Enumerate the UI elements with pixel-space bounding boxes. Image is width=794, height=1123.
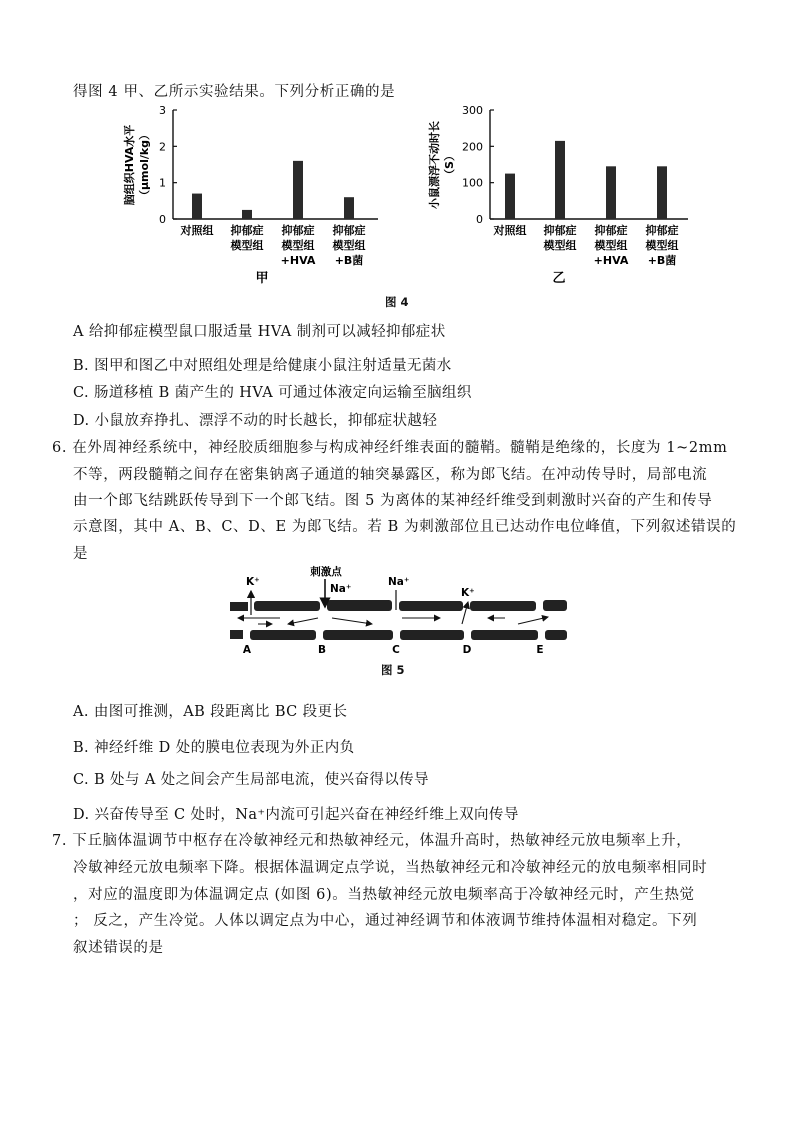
k-label-d: K⁺ xyxy=(461,587,475,599)
chart-jia-category-label: 抑郁症 xyxy=(281,224,315,237)
chart-yi-tick-label: 0 xyxy=(476,213,483,226)
q5-option-d: D. 小鼠放弃挣扎、漂浮不动的时长越长，抑郁症状越轻 xyxy=(73,413,438,429)
myelin-bottom-6 xyxy=(545,630,567,640)
chart-yi-category-label: 抑郁症 xyxy=(645,224,679,237)
figure-4 xyxy=(0,100,794,300)
chart-jia-bar xyxy=(293,161,303,219)
chart-yi-category-label: 抑郁症 xyxy=(594,224,628,237)
chart-jia-category-label: 模型组 xyxy=(281,239,315,252)
q6-option-a: A. 由图可推测，AB 段距离比 BC 段更长 xyxy=(73,704,348,720)
q6-stem-line-5: 是 xyxy=(73,546,89,562)
myelin-top-4 xyxy=(399,601,463,611)
chart-jia-subtitle: 甲 xyxy=(255,271,269,286)
chart-yi-category-label: +B菌 xyxy=(647,254,677,267)
figure-4-caption: 图 4 xyxy=(385,295,409,309)
chart-jia-bar xyxy=(242,210,252,219)
chart-yi-category-label: 对照组 xyxy=(493,224,527,237)
node-label-d: D xyxy=(462,644,472,656)
node-label-c: C xyxy=(392,644,400,656)
chart-jia-ylabel-line1: 脑组织HVA水平 xyxy=(123,124,136,206)
q6-option-b: B. 神经纤维 D 处的膜电位表现为外正内负 xyxy=(73,740,355,756)
k-label-a: K⁺ xyxy=(246,576,260,588)
chart-yi-bar xyxy=(505,174,515,219)
myelin-top-2 xyxy=(254,601,320,611)
q5-option-c: C. 肠道移植 B 菌产生的 HVA 可通过体液定向运输至脑组织 xyxy=(73,385,472,401)
q5-option-b: B. 图甲和图乙中对照组处理是给健康小鼠注射适量无菌水 xyxy=(73,358,452,374)
chart-yi-tick-label: 200 xyxy=(462,140,483,154)
myelin-bottom-3 xyxy=(323,630,393,640)
figure-5-diagram xyxy=(0,560,794,660)
q6-stem-line-1: 6. 在外周神经系统中，神经胶质细胞参与构成神经纤维表面的髓鞘。髓鞘是绝缘的，长度为 1~2mm xyxy=(52,440,728,456)
chart-yi-bar xyxy=(606,166,616,219)
chart-jia-category-label: 抑郁症 xyxy=(332,224,366,237)
chart-yi-category-label: +HVA xyxy=(593,254,629,267)
chart-jia-ylabel-line2: （μmol/kg） xyxy=(138,128,151,202)
chart-yi-subtitle: 乙 xyxy=(552,271,566,286)
q7-stem-line-2: 冷敏神经元放电频率下降。根据体温调定点学说，当热敏神经元和冷敏神经元的放电频率相同时 xyxy=(73,860,708,876)
q7-stem-line-3: ，对应的温度即为体温调定点 (如图 6)。当热敏神经元放电频率高于冷敏神经元时，产生热觉 xyxy=(73,887,695,903)
na-label-c: Na⁺ xyxy=(388,576,410,588)
chart-jia-bar xyxy=(192,194,202,219)
current-arrow-7 xyxy=(518,617,548,624)
chart-jia-category-label: 模型组 xyxy=(230,239,264,252)
chart-yi-bar xyxy=(555,141,565,219)
na-label-b: Na⁺ xyxy=(330,583,352,595)
chart-yi-category-label: 模型组 xyxy=(543,239,577,252)
chart-jia-category-label: 模型组 xyxy=(332,239,366,252)
myelin-top-5 xyxy=(470,601,536,611)
myelin-top-3 xyxy=(327,600,392,611)
current-arrow-3 xyxy=(288,618,318,624)
chart-jia-tick-label: 2 xyxy=(159,140,166,154)
figure-5-caption: 图 5 xyxy=(381,663,405,677)
myelin-top-1 xyxy=(230,602,248,611)
node-label-e: E xyxy=(536,644,544,656)
q6-stem-line-3: 由一个郎飞结跳跃传导到下一个郎飞结。图 5 为离体的某神经纤维受到刺激时兴奋的产生和传导 xyxy=(73,493,713,509)
chart-jia-category-label: 对照组 xyxy=(180,224,214,237)
q6-option-c: C. B 处与 A 处之间会产生局部电流，使兴奋得以传导 xyxy=(73,772,429,788)
node-label-a: A xyxy=(242,644,252,656)
chart-yi-category-label: 模型组 xyxy=(645,239,679,252)
q6-stem-line-4: 示意图，其中 A、B、C、D、E 为郎飞结。若 B 为刺激部位且已达动作电位峰值，下列叙述错误的 xyxy=(73,519,737,535)
myelin-bottom-2 xyxy=(250,630,316,640)
chart-jia-tick-label: 3 xyxy=(159,104,166,117)
chart-yi-tick-label: 300 xyxy=(462,104,483,117)
chart-jia-category-label: 抑郁症 xyxy=(230,224,264,237)
myelin-top-6 xyxy=(543,600,567,611)
chart-yi-ylabel-line2: （S） xyxy=(443,150,456,180)
node-label-b: B xyxy=(317,644,327,656)
chart-yi-tick-label: 100 xyxy=(462,176,483,190)
chart-jia-tick-label: 0 xyxy=(159,213,166,226)
chart-jia-ylabel xyxy=(122,125,151,206)
myelin-bottom-5 xyxy=(471,630,538,640)
myelin-bottom-4 xyxy=(400,630,464,640)
chart-yi-category-label: 抑郁症 xyxy=(543,224,577,237)
q7-stem-line-5: 叙述错误的是 xyxy=(73,940,164,956)
q7-stem-line-4: ； 反之，产生冷觉。人体以调定点为中心，通过神经调节和体液调节维持体温相对稳定。下列 xyxy=(73,913,698,929)
chart-yi-ylabel-line1: 小鼠漂浮不动时长 xyxy=(428,121,441,209)
chart-jia-category-label: +HVA xyxy=(280,254,316,267)
chart-jia-tick-label: 1 xyxy=(159,176,166,190)
chart-yi xyxy=(427,104,688,286)
q6-stem-line-2: 不等，两段髓鞘之间存在密集钠离子通道的轴突暴露区，称为郎飞结。在冲动传导时，局部电流 xyxy=(73,467,708,483)
myelin-bottom-1 xyxy=(230,630,243,639)
q7-stem-line-1: 7. 下丘脑体温调节中枢存在冷敏神经元和热敏神经元，体温升高时，热敏神经元放电频率上升， xyxy=(52,833,692,849)
chart-jia-bar xyxy=(344,197,354,219)
q5-option-a: A 给抑郁症模型鼠口服适量 HVA 制剂可以减轻抑郁症状 xyxy=(73,324,446,340)
intro-text: 得图 4 甲、乙所示实验结果。下列分析正确的是 xyxy=(73,84,396,100)
q6-option-d: D. 兴奋传导至 C 处时，Na⁺内流可引起兴奋在神经纤维上双向传导 xyxy=(73,807,519,823)
chart-jia xyxy=(122,104,378,286)
chart-yi-bar xyxy=(657,166,667,219)
chart-jia-category-label: +B菌 xyxy=(334,254,364,267)
chart-yi-category-label: 模型组 xyxy=(594,239,628,252)
stim-point-label: 刺激点 xyxy=(310,566,342,578)
current-arrow-4 xyxy=(332,618,372,624)
chart-yi-ylabel xyxy=(427,121,456,209)
